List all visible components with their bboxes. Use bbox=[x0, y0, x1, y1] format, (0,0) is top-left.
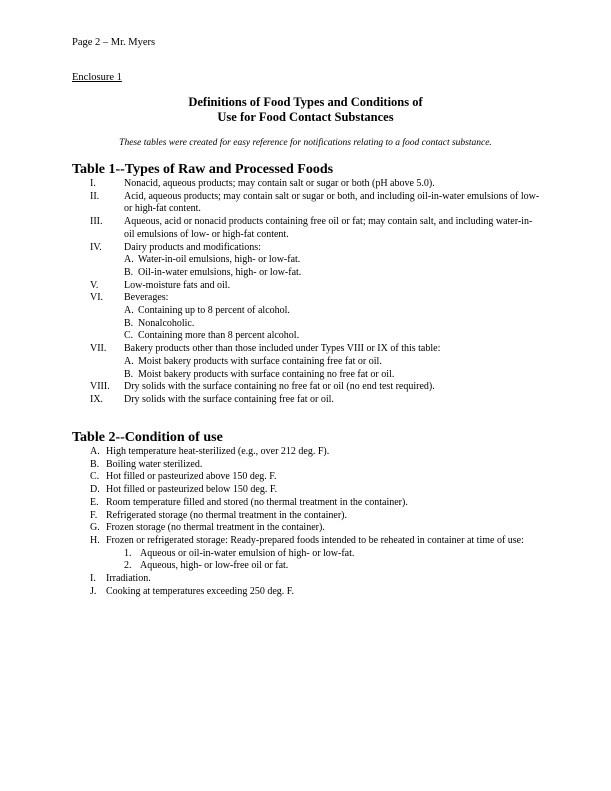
sub-item bbox=[72, 267, 542, 280]
item-letter: A. bbox=[90, 446, 100, 457]
item-text: High temperature heat-sterilized (e.g., over 212 deg. F). bbox=[106, 446, 330, 457]
item-letter: C. bbox=[90, 471, 100, 483]
item-text: Low-moisture fats and oil. bbox=[124, 279, 231, 291]
sub-item-text: Containing more than 8 percent alcohol. bbox=[138, 330, 300, 342]
table-1-list bbox=[72, 178, 542, 407]
list-item bbox=[72, 586, 542, 599]
item-text: Beverages: bbox=[124, 292, 169, 304]
sub-item-letter: A. bbox=[124, 305, 134, 317]
item-number: III. bbox=[90, 216, 103, 228]
item-text: Cooking at temperatures exceeding 250 deg. F. bbox=[106, 585, 295, 597]
sub-item bbox=[72, 305, 542, 318]
item-letter: I. bbox=[90, 573, 96, 585]
document-title bbox=[0, 95, 611, 125]
list-item bbox=[72, 471, 542, 484]
item-number: VI. bbox=[90, 292, 104, 304]
item-text: Irradiation. bbox=[106, 573, 151, 585]
list-item bbox=[72, 292, 542, 305]
item-text: Room temperature filled and stored (no thermal treatment in the container). bbox=[106, 496, 408, 508]
item-letter: F. bbox=[90, 509, 98, 521]
item-letter: H. bbox=[90, 534, 100, 546]
item-text: Dry solids with the surface containing free fat or oil. bbox=[124, 393, 334, 405]
sub-item-text: Moist bakery products with surface containing no free fat or oil. bbox=[138, 368, 395, 380]
item-number: VIII. bbox=[90, 381, 110, 393]
item-text: Bakery products other than those included under Types VIII or IX of this table: bbox=[124, 343, 441, 355]
intro-note: These tables were created for easy reference for notifications relating to a food contact substance. bbox=[119, 138, 492, 148]
list-item bbox=[72, 343, 542, 356]
list-item bbox=[72, 484, 542, 497]
page-header: Page 2 – Mr. Myers bbox=[72, 37, 156, 48]
sub-item-text: Aqueous or oil-in-water emulsion of high- or low-fat. bbox=[140, 547, 355, 559]
item-number: IX. bbox=[90, 393, 104, 405]
list-item bbox=[72, 242, 542, 255]
table-2-list bbox=[72, 446, 542, 598]
item-text: Acid, aqueous products; may contain salt or sugar or both, and including oil-in-water emulsions of low- or high-fat content. bbox=[124, 190, 540, 215]
item-text: Dairy products and modifications: bbox=[124, 241, 261, 253]
item-number: II. bbox=[90, 190, 100, 202]
sub-item-text: Moist bakery products with surface containing free fat or oil. bbox=[138, 355, 382, 367]
item-text: Boiling water sterilized. bbox=[106, 458, 203, 470]
item-text: Nonacid, aqueous products; may contain salt or sugar or both (pH above 5.0). bbox=[124, 178, 435, 189]
sub-item bbox=[72, 356, 542, 369]
sub-item-text: Water-in-oil emulsions, high- or low-fat. bbox=[138, 254, 301, 266]
sub-item-text: Containing up to 8 percent of alcohol. bbox=[138, 305, 290, 317]
table-2-title: Table 2--Condition of use bbox=[72, 430, 223, 445]
sub-item-text: Oil-in-water emulsions, high- or low-fat. bbox=[138, 266, 302, 278]
item-text: Frozen storage (no thermal treatment in the container). bbox=[106, 522, 325, 534]
sub-item bbox=[72, 560, 542, 573]
sub-item-letter: B. bbox=[124, 368, 134, 380]
sub-item-text: Nonalcoholic. bbox=[138, 317, 195, 329]
item-number: VII. bbox=[90, 343, 107, 355]
list-item bbox=[72, 394, 542, 407]
list-item bbox=[72, 510, 542, 523]
list-item bbox=[72, 497, 542, 510]
sub-item-letter: C. bbox=[124, 330, 134, 342]
table-1-title: Table 1--Types of Raw and Processed Foods bbox=[72, 162, 334, 177]
sub-item bbox=[72, 254, 542, 267]
item-number: IV. bbox=[90, 241, 102, 253]
sub-item bbox=[72, 330, 542, 343]
list-item bbox=[72, 573, 542, 586]
list-item bbox=[72, 446, 542, 459]
sub-item-letter: B. bbox=[124, 266, 134, 278]
item-number: V. bbox=[90, 279, 99, 291]
list-item bbox=[72, 459, 542, 472]
item-text: Hot filled or pasteurized below 150 deg. F. bbox=[106, 484, 278, 496]
list-item bbox=[72, 280, 542, 293]
sub-item bbox=[72, 369, 542, 382]
sub-item-letter: A. bbox=[124, 254, 134, 266]
list-item bbox=[72, 191, 542, 216]
item-number: I. bbox=[90, 178, 96, 189]
list-item bbox=[72, 522, 542, 535]
sub-item bbox=[72, 318, 542, 331]
item-text: Dry solids with the surface containing no free fat or oil (no end test required). bbox=[124, 381, 435, 393]
list-item bbox=[72, 381, 542, 394]
list-item bbox=[72, 535, 542, 548]
sub-item-letter: A. bbox=[124, 355, 134, 367]
item-text: Aqueous, acid or nonacid products containing free oil or fat; may contain salt, and including water-in-oil emulsions of low- or high-fat content. bbox=[124, 216, 533, 240]
list-item bbox=[72, 178, 542, 191]
list-item bbox=[72, 216, 542, 241]
item-letter: G. bbox=[90, 522, 100, 534]
title-line-2: Use for Food Contact Substances bbox=[217, 110, 394, 124]
sub-item bbox=[72, 548, 542, 561]
title-line-1: Definitions of Food Types and Conditions of bbox=[188, 95, 423, 109]
enclosure-label: Enclosure 1 bbox=[72, 72, 122, 83]
item-letter: J. bbox=[90, 585, 97, 597]
item-letter: B. bbox=[90, 458, 100, 470]
sub-item-letter: B. bbox=[124, 317, 134, 329]
item-text: Frozen or refrigerated storage: Ready-prepared foods intended to be reheated in container at time of use: bbox=[106, 534, 524, 546]
item-text: Refrigerated storage (no thermal treatment in the container). bbox=[106, 509, 348, 521]
sub-item-number: 1. bbox=[124, 547, 132, 559]
item-text: Hot filled or pasteurized above 150 deg. F. bbox=[106, 471, 277, 483]
item-letter: E. bbox=[90, 496, 99, 508]
sub-item-number: 2. bbox=[124, 560, 132, 572]
sub-item-text: Aqueous, high- or low-free oil or fat. bbox=[140, 560, 289, 572]
item-letter: D. bbox=[90, 484, 100, 496]
